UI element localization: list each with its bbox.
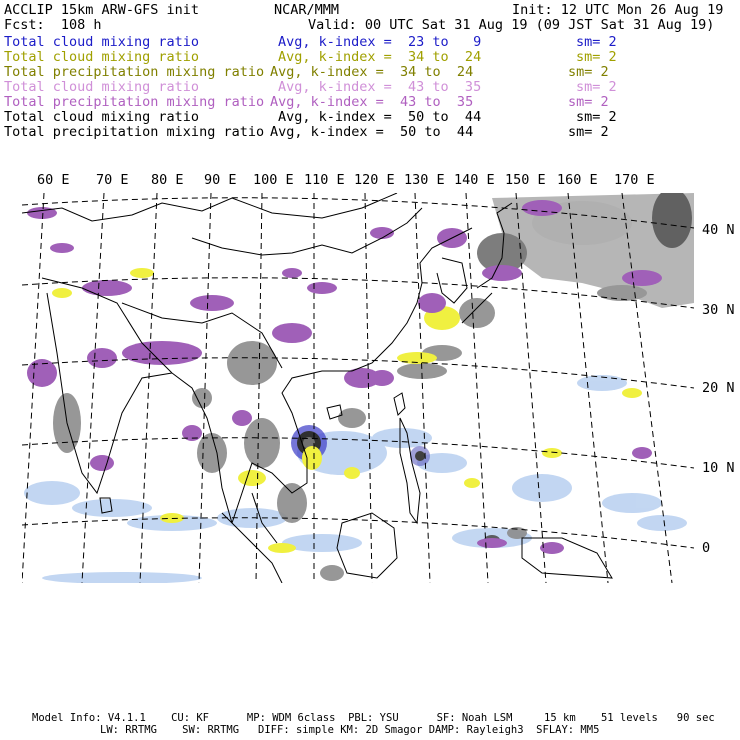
model-info-line-1: Model Info: V4.1.1 CU: KF MP: WDM 6class PBL: YSU SF: Noah LSM 15 km 51 levels 90 sec [32,712,715,724]
lat-label: 20 N [702,380,735,396]
field-7-avg: Avg, k-index = 50 to 44 [270,124,474,140]
lon-label: 60 E [37,172,70,188]
field-7-name: Total precipitation mixing ratio [4,124,265,140]
lon-label: 130 E [404,172,445,188]
field-2-sm: sm= 2 [576,49,617,65]
lat-label: 30 N [702,302,735,318]
lon-label: 70 E [96,172,129,188]
field-6-name: Total cloud mixing ratio [4,109,200,125]
lon-label: 110 E [304,172,345,188]
field-6-avg: Avg, k-index = 50 to 44 [278,109,482,125]
forecast-map [22,193,694,583]
lon-label: 150 E [505,172,546,188]
field-1-sm: sm= 2 [576,34,617,50]
lat-label: 40 N [702,222,735,238]
field-3-sm: sm= 2 [568,64,609,80]
field-7-sm: sm= 2 [568,124,609,140]
forecast-hour: Fcst: 108 h [4,17,102,33]
field-6-sm: sm= 2 [576,109,617,125]
lon-label: 140 E [454,172,495,188]
field-2-name: Total cloud mixing ratio [4,49,200,65]
field-4-name: Total cloud mixing ratio [4,79,200,95]
field-4-sm: sm= 2 [576,79,617,95]
lon-label: 160 E [557,172,598,188]
field-1-avg: Avg, k-index = 23 to 9 [278,34,482,50]
lat-label: 0 [702,540,711,556]
lon-label: 80 E [151,172,184,188]
model-info-line-2: LW: RRTMG SW: RRTMG DIFF: simple KM: 2D Smagor DAMP: Rayleigh3 SFLAY: MM5 [100,724,600,736]
field-5-avg: Avg, k-index = 43 to 35 [270,94,474,110]
lon-label: 120 E [354,172,395,188]
field-1-name: Total cloud mixing ratio [4,34,200,50]
lon-label: 100 E [253,172,294,188]
field-2-avg: Avg, k-index = 34 to 24 [278,49,482,65]
lat-label: 10 N [702,460,735,476]
field-3-avg: Avg, k-index = 34 to 24 [270,64,474,80]
field-4-avg: Avg, k-index = 43 to 35 [278,79,482,95]
organization: NCAR/MMM [274,2,340,18]
field-5-sm: sm= 2 [568,94,609,110]
valid-time: Valid: 00 UTC Sat 31 Aug 19 (09 JST Sat 31 Aug 19) [308,17,715,33]
init-time: Init: 12 UTC Mon 26 Aug 19 [512,2,724,18]
lon-label: 90 E [204,172,237,188]
lon-label: 170 E [614,172,655,188]
field-5-name: Total precipitation mixing ratio [4,94,265,110]
model-title: ACCLIP 15km ARW-GFS init [4,2,200,18]
field-3-name: Total precipitation mixing ratio [4,64,265,80]
